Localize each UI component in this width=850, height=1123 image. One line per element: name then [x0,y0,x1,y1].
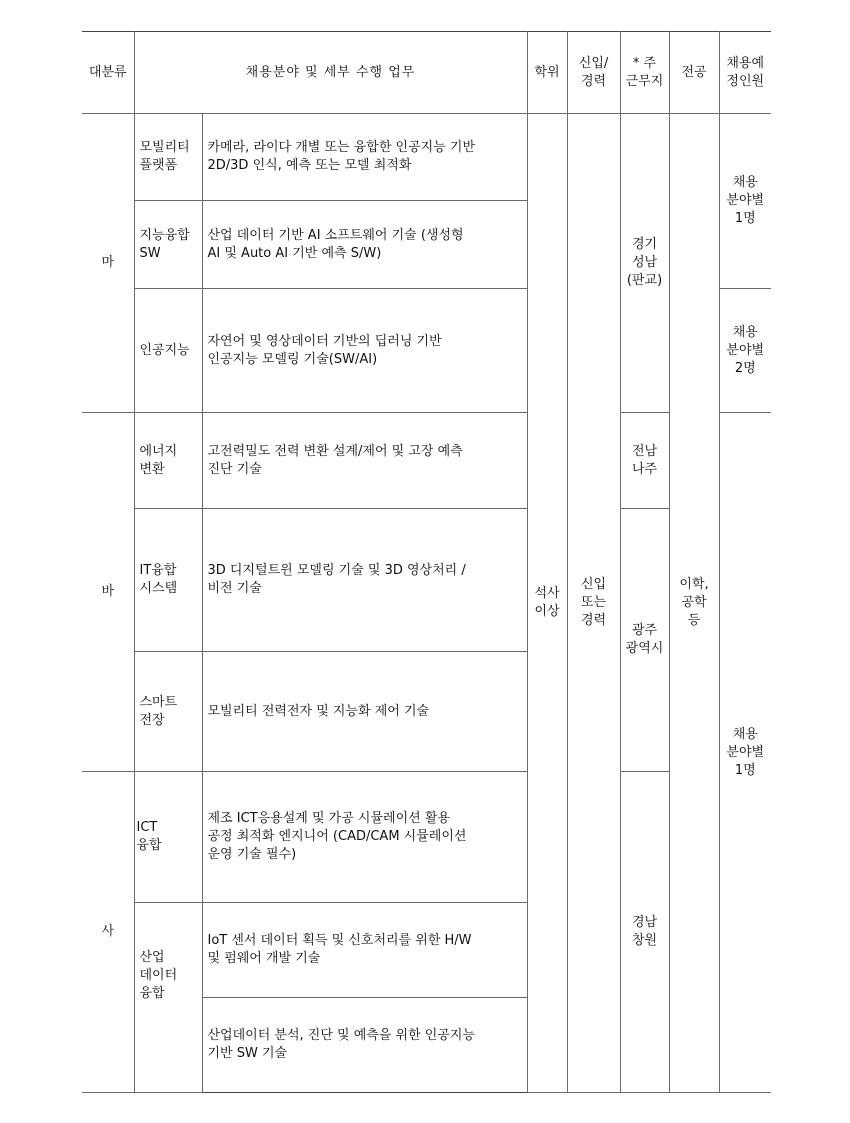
field-cell: 모빌리티 플랫폼 [134,114,202,201]
duty-cell: 산업 데이터 기반 AI 소프트웨어 기술 (생성형 AI 및 Auto AI 기반 예측 S/W) [202,201,527,289]
recruitment-table [82,31,771,1093]
field-cell: 인공지능 [134,289,202,413]
field-cell: 지능융합 SW [134,201,202,289]
header-category: 대분류 [82,32,134,114]
category-ma: 마 [82,114,134,413]
field-cell: IT융합 시스템 [134,509,202,652]
major-cell: 이학, 공학 등 [669,114,719,1093]
duty-cell: 자연어 및 영상데이터 기반의 딥러닝 기반 인공지능 모델링 기술(SW/AI) [202,289,527,413]
table-row [82,772,771,903]
duty-cell: 모빌리티 전력전자 및 지능화 제어 기술 [202,652,527,772]
category-sa: 사 [82,772,134,1093]
count-cell-3: 채용 분야별 1명 [719,413,771,1093]
header-major: 전공 [669,32,719,114]
duty-cell: 3D 디지털트윈 모델링 기술 및 3D 영상처리 / 비전 기술 [202,509,527,652]
location-gwangju: 광주 광역시 [620,509,669,772]
field-cell: 스마트 전장 [134,652,202,772]
header-count: 채용예 정인원 [719,32,771,114]
table-row [82,413,771,509]
header-location: * 주 근무지 [620,32,669,114]
degree-cell: 석사 이상 [527,114,567,1093]
location-seongnam: 경기 성남 (판교) [620,114,669,413]
location-changwon: 경남 창원 [620,772,669,1093]
field-cell: 산업 데이터 융합 [134,903,202,1093]
experience-cell: 신입 또는 경력 [567,114,620,1093]
count-cell-2: 채용 분야별 2명 [719,289,771,413]
header-field-duty: 채용분야 및 세부 수행 업무 [134,32,527,114]
table-row [82,114,771,201]
count-cell-1: 채용 분야별 1명 [719,114,771,289]
location-naju: 전남 나주 [620,413,669,509]
header-row [82,32,771,114]
duty-cell: 고전력밀도 전력 변환 설계/제어 및 고장 예측 진단 기술 [202,413,527,509]
duty-cell: 카메라, 라이다 개별 또는 융합한 인공지능 기반 2D/3D 인식, 예측 또는 모델 최적화 [202,114,527,201]
field-cell: ICT 융합 [134,772,202,903]
duty-cell: 산업데이터 분석, 진단 및 예측을 위한 인공지능 기반 SW 기술 [202,998,527,1093]
header-degree: 학위 [527,32,567,114]
duty-cell: IoT 센서 데이터 획득 및 신호처리를 위한 H/W 및 펌웨어 개발 기술 [202,903,527,998]
field-cell: 에너지 변환 [134,413,202,509]
header-experience: 신입/ 경력 [567,32,620,114]
table-row [82,509,771,652]
category-ba: 바 [82,413,134,772]
duty-cell: 제조 ICT응용설계 및 가공 시뮬레이션 활용 공정 최적화 엔지니어 (CAD/CAM 시뮬레이션 운영 기술 필수) [202,772,527,903]
